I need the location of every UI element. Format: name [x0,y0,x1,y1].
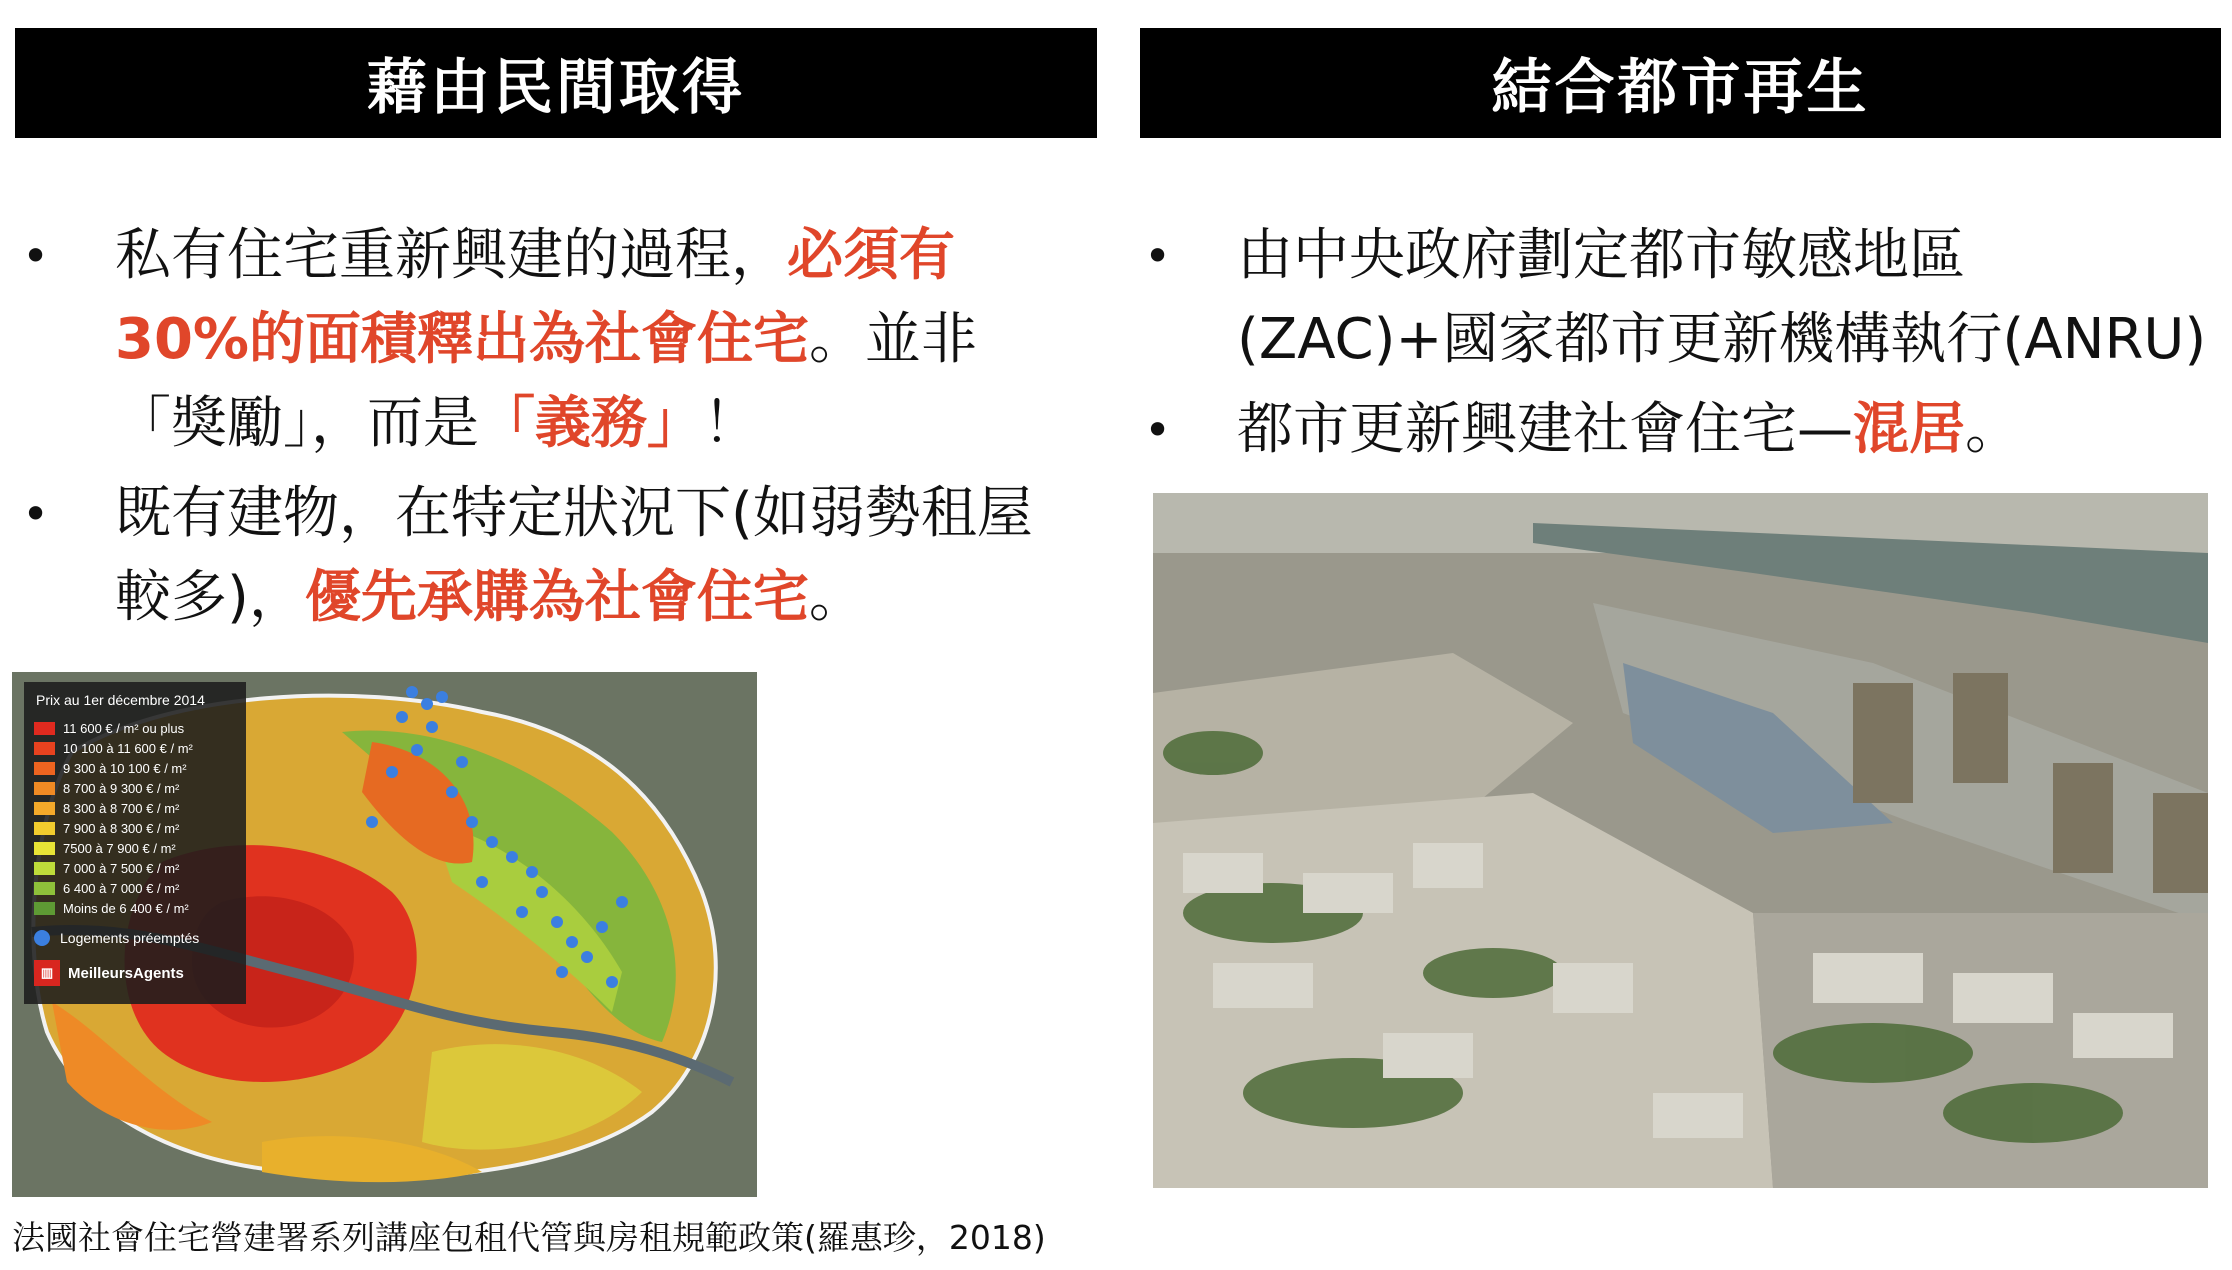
bullet-text: 由中央政府劃定都市敏感地區(ZAC)+國家都市更新機構執行(ANRU) [1237,223,2207,372]
legend-swatch [34,782,55,795]
legend-brand-label: MeilleursAgents [68,964,184,982]
preempted-dot-icon [34,930,50,946]
legend-label: 7 000 à 7 500 € / m² [63,860,180,876]
legend-item [34,738,238,758]
highlight-text: 優先承購為社會住宅 [304,565,809,630]
legend-rows [34,718,238,918]
left-bullet-1 [18,214,1058,466]
legend-item [34,798,238,818]
legend-label: 10 100 à 11 600 € / m² [63,740,193,756]
brand-logo-icon: ▥ [34,960,60,986]
legend-item [34,898,238,918]
legend-label: 8 300 à 8 700 € / m² [63,800,180,816]
legend-swatch [34,862,55,875]
legend-brand [34,960,238,986]
legend-swatch [34,902,55,915]
source-citation: 法國社會住宅營建署系列講座包租代管與房租規範政策(羅惠珍，2018) [12,1218,1046,1257]
highlight-text: 必須有30%的面積釋出為社會住宅 [115,223,955,372]
highlight-text: 混居 [1853,397,1965,462]
legend-label: 11 600 € / m² ou plus [63,720,185,736]
legend-swatch [34,822,55,835]
bullet-text: 。並非「獎勵」，而是 [115,307,978,456]
legend-item [34,858,238,878]
right-section-header: 結合都市再生 [1140,28,2221,138]
bullet-text: 都市更新興建社會住宅— [1237,397,1853,462]
legend-item [34,818,238,838]
legend-label: 8 700 à 9 300 € / m² [63,780,180,796]
legend-swatch [34,742,55,755]
bullet-text: 私有住宅重新興建的過程， [115,223,787,288]
bullet-text: 既有建物，在特定狀況下(如弱勢租屋較多)， [115,481,1033,630]
legend-label: 6 400 à 7 000 € / m² [63,880,180,896]
bullet-dot: • [22,487,50,541]
legend-label: 9 300 à 10 100 € / m² [63,760,187,776]
legend-label: Moins de 6 400 € / m² [63,900,189,916]
left-bullet-list [18,214,1058,646]
bullet-dot: • [1144,403,1172,457]
legend-item [34,718,238,738]
legend-swatch [34,762,55,775]
legend-item [34,878,238,898]
legend-label: 7500 à 7 900 € / m² [63,840,176,856]
urban-renewal-aerial-photo [1153,493,2208,1188]
highlight-text: 「義務」 [479,391,703,456]
legend-item [34,838,238,858]
aerial-photo-image [1153,493,2208,1188]
legend-item [34,778,238,798]
bullet-dot: • [22,229,50,283]
map-legend [24,682,246,1004]
left-section-header: 藉由民間取得 [15,28,1097,138]
legend-preempted [34,930,238,946]
right-bullet-list [1140,214,2220,478]
bullet-dot: • [1144,229,1172,283]
legend-label: 7 900 à 8 300 € / m² [63,820,180,836]
legend-preempted-label: Logements préemptés [60,930,200,946]
bullet-text: ！ [703,391,759,456]
legend-title: Prix au 1er décembre 2014 [36,692,205,708]
paris-price-map [12,672,757,1197]
bullet-text: 。 [808,565,865,630]
legend-swatch [34,722,55,735]
legend-swatch [34,842,55,855]
bullet-text: 。 [1965,397,2021,462]
legend-swatch [34,802,55,815]
left-bullet-2 [18,472,1058,640]
legend-item [34,758,238,778]
right-bullet-1 [1140,214,2220,382]
legend-swatch [34,882,55,895]
right-bullet-2 [1140,388,2220,472]
